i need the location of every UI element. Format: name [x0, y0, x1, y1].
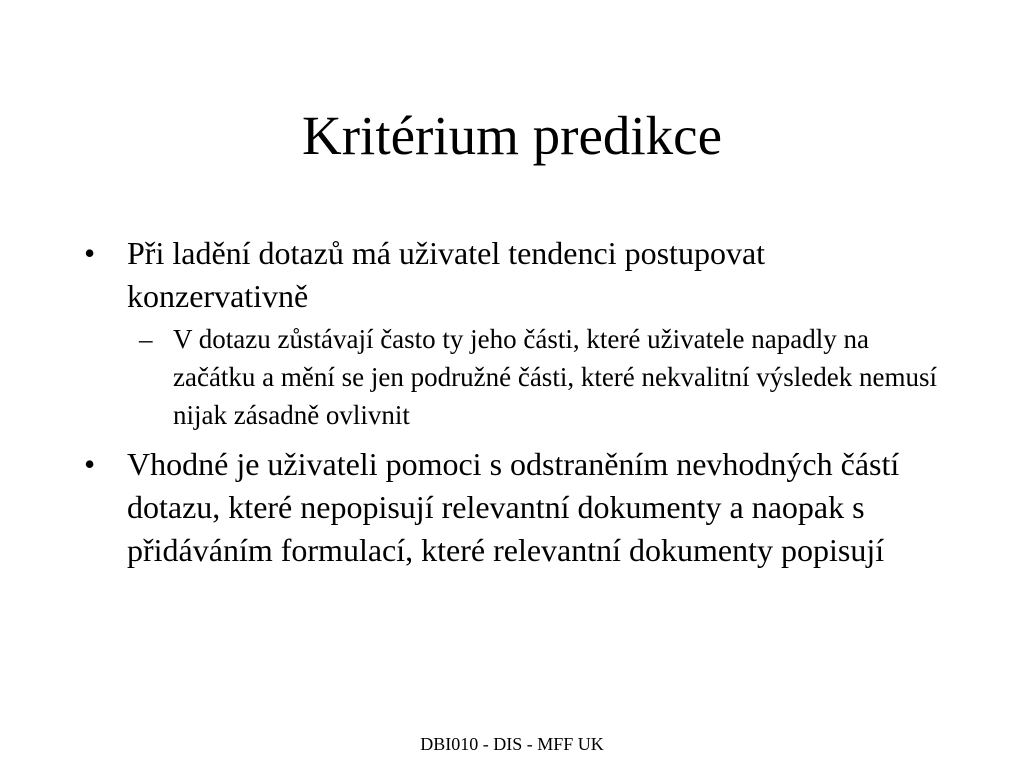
sub-bullet-text-1: V dotazu zůstávají často ty jeho části, které uživatele napadly na začátku a mění se jen podružné části, které nekvalitní výsledek nemusí nijak zásadně ovlivnit	[173, 324, 937, 430]
slide-footer: DBI010 - DIS - MFF UK	[420, 734, 604, 754]
slide-title: Kritérium predikce	[302, 105, 722, 166]
sub-bullet-item-1	[127, 320, 944, 434]
bullet-text-1: Při ladění dotazů má uživatel tendenci postupovat konzervativně	[127, 235, 766, 314]
bullet-item-1	[84, 232, 944, 434]
dash-marker: –	[139, 324, 153, 354]
bullet-text-2: Vhodné je uživateli pomoci s odstraněním nevhodných částí dotazu, které nepopisují relevantní dokumenty a naopak s přidáváním formulací, které relevantní dokumenty popisují	[127, 446, 900, 568]
bullet-marker: •	[84, 235, 96, 271]
sub-bullet-list	[127, 320, 944, 434]
bullet-list	[84, 232, 944, 581]
bullet-item-2	[84, 443, 944, 572]
bullet-marker: •	[84, 446, 96, 482]
